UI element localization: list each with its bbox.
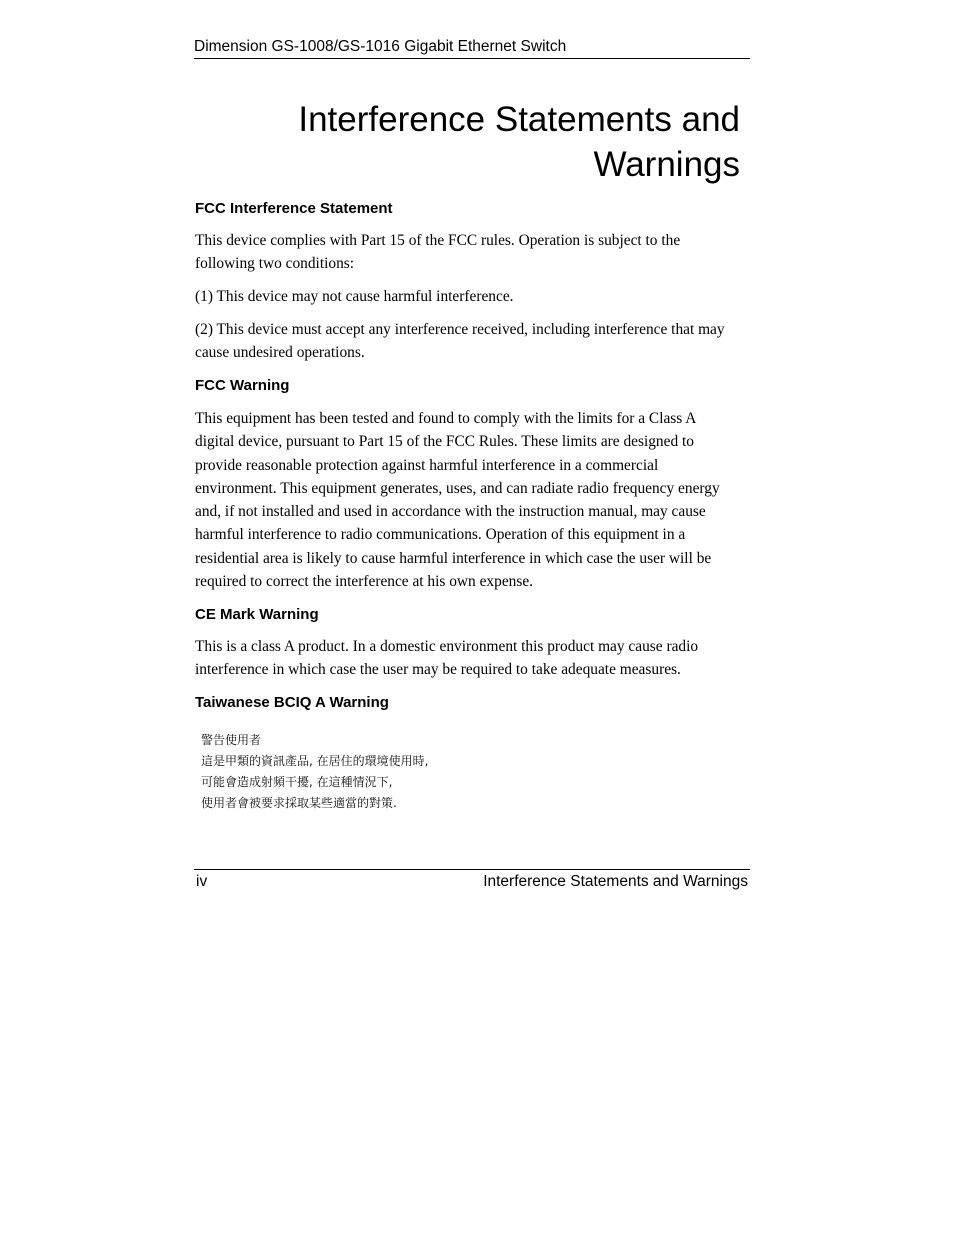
- taiwan-warning-line: 使用者會被要求採取某些適當的對策.: [201, 796, 397, 810]
- fcc-statement-p3-line-2: cause undesired operations.: [195, 344, 365, 362]
- taiwan-warning-line: 警告使用者: [201, 733, 262, 747]
- fcc-warning-line: This equipment has been tested and found to comply with the limits for a Class A: [195, 410, 697, 427]
- page-title-line-2: Warnings: [593, 145, 740, 184]
- page-title-line-1: Interference Statements and: [298, 100, 740, 139]
- fcc-statement-paragraph-2: (1) This device may not cause harmful interference.: [195, 288, 514, 305]
- fcc-statement-paragraph-1: [195, 229, 743, 276]
- ce-warning-line: interference in which case the user may be required to take adequate measures.: [195, 661, 681, 679]
- fcc-warning-paragraph: [195, 407, 743, 593]
- fcc-statement-p1-line-2: following two conditions:: [195, 255, 355, 273]
- running-footer: [194, 869, 750, 890]
- fcc-warning-line: residential area is likely to cause harmful interference in which case the user will be: [195, 549, 712, 567]
- fcc-warning-line: and, if not installed and used in accordance with the instruction manual, may cause: [195, 503, 706, 521]
- taiwan-warning-text: [201, 730, 428, 814]
- taiwan-warning-heading: Taiwanese BCIQ A Warning: [195, 694, 389, 711]
- fcc-warning-line: environment. This equipment generates, uses, and can radiate radio frequency energy: [195, 479, 720, 497]
- page-title: [194, 97, 740, 187]
- fcc-statement-paragraph-3: [195, 318, 743, 365]
- fcc-warning-line: required to correct the interference at his own expense.: [195, 573, 534, 591]
- fcc-warning-line: provide reasonable protection against harmful interference in a commercial: [195, 456, 659, 474]
- fcc-warning-line: harmful interference to radio communications. Operation of this equipment in a: [195, 526, 686, 544]
- fcc-statement-heading: FCC Interference Statement: [195, 200, 393, 217]
- ce-warning-heading: CE Mark Warning: [195, 606, 319, 623]
- page-number: iv: [196, 873, 208, 890]
- ce-warning-line: This is a class A product. In a domestic environment this product may cause radio: [195, 638, 699, 655]
- taiwan-warning-line: 可能會造成射頻干擾, 在這種情況下,: [201, 775, 393, 789]
- header-text: Dimension GS-1008/GS-1016 Gigabit Ethernet Switch: [194, 38, 567, 55]
- fcc-statement-p1-line-1: This device complies with Part 15 of the FCC rules. Operation is subject to the: [195, 232, 681, 249]
- fcc-warning-heading: FCC Warning: [195, 377, 290, 394]
- taiwan-warning-line: 這是甲類的資訊產品, 在居住的環境使用時,: [201, 754, 429, 768]
- fcc-statement-p3-line-1: (2) This device must accept any interference received, including interference that may: [195, 321, 725, 338]
- ce-warning-paragraph: [195, 635, 743, 682]
- running-header: [194, 37, 750, 59]
- fcc-warning-line: digital device, pursuant to Part 15 of the FCC Rules. These limits are designed to: [195, 433, 694, 451]
- footer-title: Interference Statements and Warnings: [483, 873, 748, 890]
